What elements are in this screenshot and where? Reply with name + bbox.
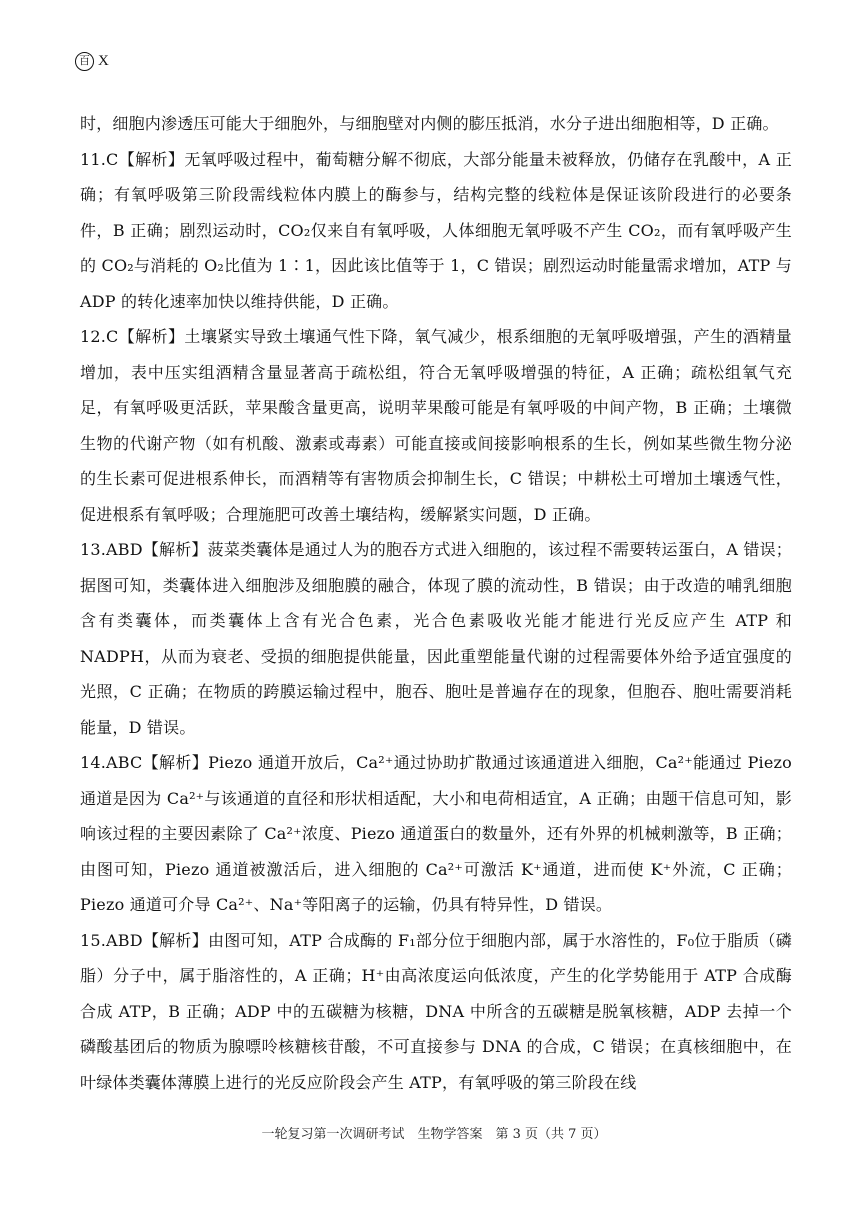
answer-12: 12.C【解析】土壤紧实导致土壤通气性下降，氧气减少，根系细胞的无氧呼吸增强，产生的酒精量增加，表中压实组酒精含量显著高于疏松组，符合无氧呼吸增强的特征，A 正确；疏松组氧气充足，有氧呼吸更活跃，苹果酸含量更高，说明苹果酸可能是有氧呼吸的中间产物，B 正确；土壤微生物的代谢产物（如有机酸、激素或毒素）可能直接或间接影响根系的生长，例如某些微生物分泌的生长素可促进根系伸长，而酒精等有害物质会抑制生长，C 错误；中耕松土可增加土壤透气性，促进根系有氧呼吸；合理施肥可改善土壤结构，缓解紧实问题，D 正确。 bbox=[80, 327, 792, 524]
answer-content bbox=[80, 106, 792, 1100]
logo-text: X bbox=[98, 53, 109, 69]
answer-11: 11.C【解析】无氧呼吸过程中，葡萄糖分解不彻底，大部分能量未被释放，仍储存在乳酸中，A 正确；有氧呼吸第三阶段需线粒体内膜上的酶参与，结构完整的线粒体是保证该阶段进行的必要条件，B 正确；剧烈运动时，CO₂仅来自有氧呼吸，人体细胞无氧呼吸不产生 CO₂，而有氧呼吸产生的 CO₂与消耗的 O₂比值为 1∶1，因此该比值等于 1，C 错误；剧烈运动时能量需求增加，ATP 与 ADP 的转化速率加快以维持供能，D 正确。 bbox=[80, 149, 792, 311]
answer-14: 14.ABC【解析】Piezo 通道开放后，Ca²⁺通过协助扩散通过该通道进入细胞，Ca²⁺能通过 Piezo 通道是因为 Ca²⁺与该通道的直径和形状相适配，大小和电荷相适宜，A 正确；由题干信息可知，影响该过程的主要因素除了 Ca²⁺浓度、Piezo 通道蛋白的数量外，还有外界的机械刺激等，B 正确；由图可知，Piezo 通道被激活后，进入细胞的 Ca²⁺可激活 K⁺通道，进而使 K⁺外流，C 正确；Piezo 通道可介导 Ca²⁺、Na⁺等阳离子的运输，仍具有特异性，D 错误。 bbox=[80, 753, 792, 914]
answer-13: 13.ABD【解析】菠菜类囊体是通过人为的胞吞方式进入细胞的，该过程不需要转运蛋白，A 错误；据图可知，类囊体进入细胞涉及细胞膜的融合，体现了膜的流动性，B 错误；由于改造的哺乳细胞含有类囊体，而类囊体上含有光合色素，光合色素吸收光能才能进行光反应产生 ATP 和 NADPH，从而为衰老、受损的细胞提供能量，因此重塑能量代谢的过程需要体外给予适宜强度的光照，C 正确；在物质的跨膜运输过程中，胞吞、胞吐是普遍存在的现象，但胞吞、胞吐需要消耗能量，D 错误。 bbox=[80, 540, 792, 737]
page-footer: 一轮复习第一次调研考试 生物学答案 第 3 页（共 7 页） bbox=[261, 1127, 607, 1142]
paragraph-continuation: 时，细胞内渗透压可能大于细胞外，与细胞壁对内侧的膨压抵消，水分子进出细胞相等，D 正确。 bbox=[80, 114, 779, 133]
logo-circle-icon: 百 bbox=[75, 52, 94, 71]
answer-15: 15.ABD【解析】由图可知，ATP 合成酶的 F₁部分位于细胞内部，属于水溶性的，F₀位于脂质（磷脂）分子中，属于脂溶性的，A 正确；H⁺由高浓度运向低浓度，产生的化学势能用于 ATP 合成酶合成 ATP，B 正确；ADP 中的五碳糖为核糖，DNA 中所含的五碳糖是脱氧核糖，ADP 去掉一个磷酸基团后的物质为腺嘌呤核糖核苷酸，不可直接参与 DNA 的合成，C 错误；在真核细胞中，在叶绿体类囊体薄膜上进行的光反应阶段会产生 ATP，有氧呼吸的第三阶段在线 bbox=[80, 930, 792, 1092]
logo bbox=[75, 52, 109, 71]
